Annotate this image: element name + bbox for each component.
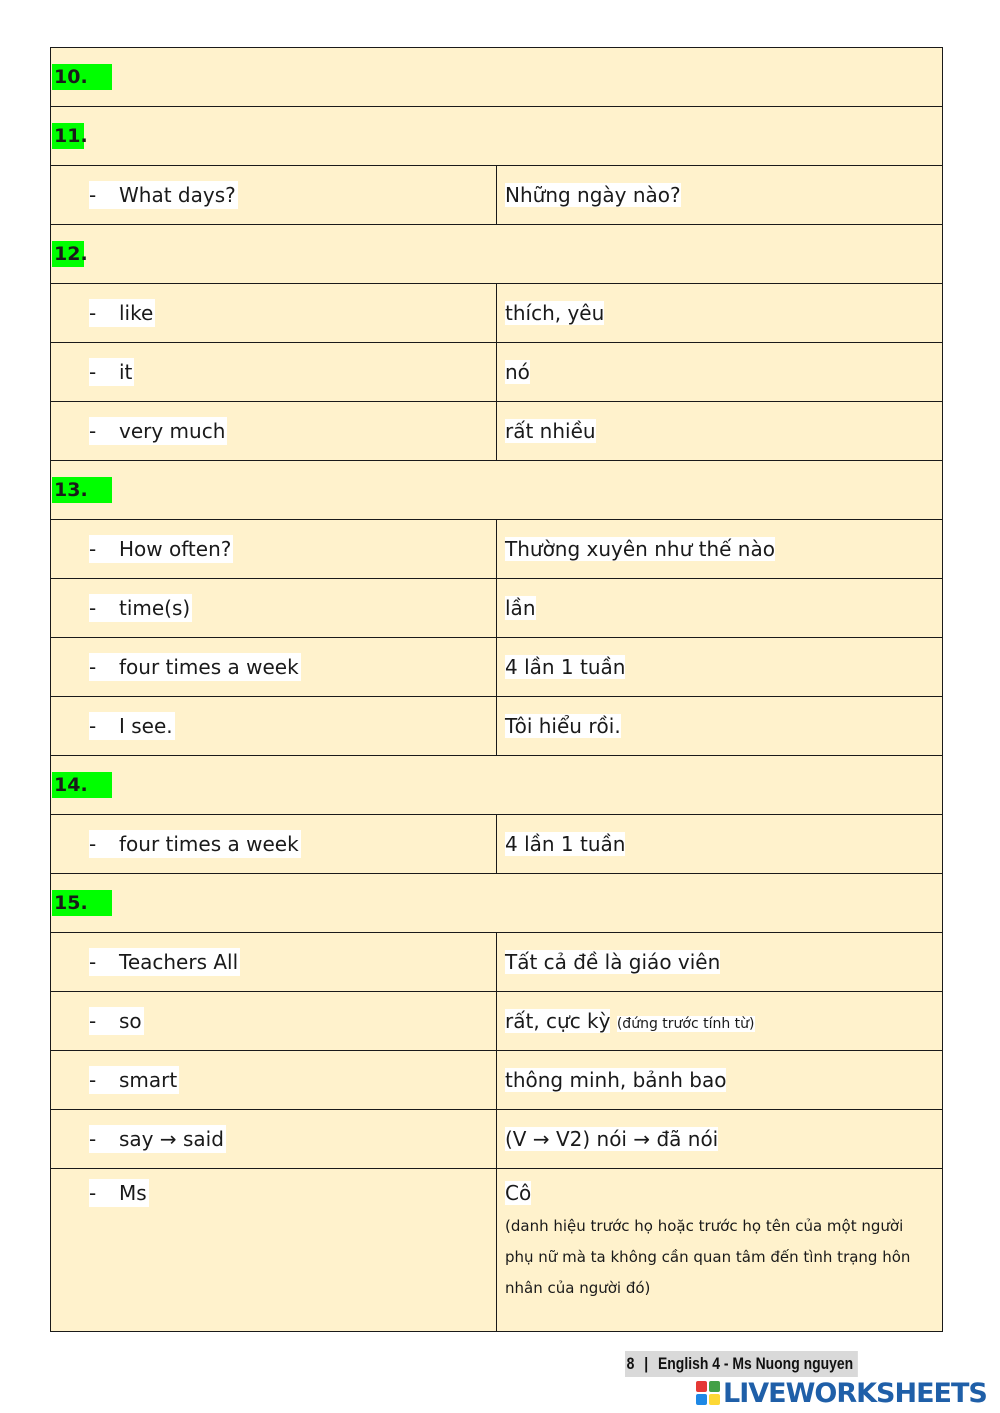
logo-square (709, 1381, 720, 1392)
term-text: smart (119, 1068, 178, 1092)
meaning-text: Tất cả đề là giáo viên (505, 950, 721, 974)
term-cell (51, 284, 497, 343)
vocab-row (51, 697, 943, 756)
section-number: 11. (54, 125, 88, 147)
meaning-cell (497, 697, 943, 756)
term-cell (51, 579, 497, 638)
meaning-text: Thường xuyên như thế nào (505, 537, 775, 561)
bullet-dash: - (89, 1007, 119, 1035)
footer-title: English 4 - Ms Nuong nguyen (657, 1354, 854, 1373)
term-cell (51, 992, 497, 1051)
page-footer (625, 1351, 858, 1377)
term-text: four times a week (119, 655, 299, 679)
meaning-text: (V → V2) nói → đã nói (505, 1127, 719, 1151)
section-cell (51, 756, 943, 815)
term-cell (51, 343, 497, 402)
meaning-text: Tôi hiểu rồi. (505, 714, 621, 738)
vocab-row (51, 992, 943, 1051)
meaning-cell (497, 402, 943, 461)
watermark-text: LIVEWORKSHEETS (723, 1377, 987, 1409)
bullet-dash: - (89, 1179, 119, 1207)
term-cell (51, 638, 497, 697)
term-text: very much (119, 419, 226, 443)
meaning-cell (497, 933, 943, 992)
meaning-cell (497, 520, 943, 579)
meaning-cell (497, 992, 943, 1051)
section-number: 15. (52, 890, 112, 916)
vocab-row (51, 166, 943, 225)
term-text: four times a week (119, 832, 299, 856)
meaning-text: Cô (505, 1181, 532, 1205)
bullet-dash: - (89, 1125, 119, 1153)
vocab-row (51, 520, 943, 579)
term-text: say → said (119, 1127, 224, 1151)
term-cell (51, 520, 497, 579)
logo-square (709, 1394, 720, 1405)
term-cell (51, 933, 497, 992)
section-row (51, 874, 943, 933)
meaning-text: rất, cực kỳ (505, 1009, 611, 1033)
section-row (51, 225, 943, 284)
vocab-row (51, 284, 943, 343)
meaning-note: (đứng trước tính từ) (616, 1016, 755, 1032)
meaning-note: (danh hiệu trước họ hoặc trước họ tên của một người phụ nữ mà ta không cần quan tâm đến tình trạng hôn nhân của người đó) (505, 1217, 911, 1297)
term-cell (51, 166, 497, 225)
meaning-cell (497, 579, 943, 638)
section-row (51, 461, 943, 520)
section-number: 14. (52, 772, 112, 798)
meaning-text: rất nhiều (505, 419, 596, 443)
meaning-text: 4 lần 1 tuần (505, 655, 626, 679)
section-cell (51, 225, 943, 284)
term-cell (51, 1169, 497, 1332)
meaning-cell (497, 1110, 943, 1169)
bullet-dash: - (89, 712, 119, 740)
bullet-dash: - (89, 358, 119, 386)
logo-square (696, 1381, 707, 1392)
meaning-cell (497, 1051, 943, 1110)
vocab-row (51, 402, 943, 461)
meaning-text: thích, yêu (505, 301, 605, 325)
page-number: 8 (626, 1354, 635, 1373)
bullet-dash: - (89, 417, 119, 445)
section-cell (51, 48, 943, 107)
footer-separator: | (644, 1354, 649, 1373)
section-number: 12. (54, 243, 88, 265)
vocab-row (51, 933, 943, 992)
meaning-text: 4 lần 1 tuần (505, 832, 626, 856)
vocab-row (51, 1110, 943, 1169)
bullet-dash: - (89, 594, 119, 622)
meaning-text: Những ngày nào? (505, 183, 681, 207)
term-cell (51, 697, 497, 756)
vocab-row (51, 343, 943, 402)
section-cell (51, 461, 943, 520)
term-cell (51, 1051, 497, 1110)
logo-square (696, 1394, 707, 1405)
vocab-row (51, 815, 943, 874)
vocab-row (51, 579, 943, 638)
section-row (51, 48, 943, 107)
vocab-row (51, 638, 943, 697)
section-row (51, 107, 943, 166)
term-text: so (119, 1009, 142, 1033)
meaning-cell (497, 284, 943, 343)
bullet-dash: - (89, 830, 119, 858)
section-number: 13. (52, 477, 112, 503)
bullet-dash: - (89, 535, 119, 563)
term-text: How often? (119, 537, 232, 561)
section-cell (51, 107, 943, 166)
term-text: What days? (119, 183, 236, 207)
liveworksheets-mark-icon (696, 1381, 720, 1405)
section-number: 10. (52, 64, 112, 90)
vocab-row (51, 1169, 943, 1332)
liveworksheets-logo (696, 1376, 987, 1410)
term-cell (51, 1110, 497, 1169)
term-text: Ms (119, 1181, 147, 1205)
meaning-cell (497, 166, 943, 225)
meaning-cell (497, 815, 943, 874)
vocab-row (51, 1051, 943, 1110)
term-text: time(s) (119, 596, 191, 620)
section-cell (51, 874, 943, 933)
meaning-cell (497, 1169, 943, 1332)
section-row (51, 756, 943, 815)
meaning-text: lần (505, 596, 536, 620)
bullet-dash: - (89, 299, 119, 327)
bullet-dash: - (89, 653, 119, 681)
term-cell (51, 402, 497, 461)
term-text: like (119, 301, 154, 325)
bullet-dash: - (89, 181, 119, 209)
term-text: I see. (119, 714, 173, 738)
meaning-text: thông minh, bảnh bao (505, 1068, 727, 1092)
term-text: Teachers All (119, 950, 239, 974)
term-text: it (119, 360, 133, 384)
meaning-text: nó (505, 360, 530, 384)
bullet-dash: - (89, 948, 119, 976)
term-cell (51, 815, 497, 874)
vocabulary-table (50, 47, 943, 1332)
bullet-dash: - (89, 1066, 119, 1094)
meaning-cell (497, 638, 943, 697)
meaning-cell (497, 343, 943, 402)
